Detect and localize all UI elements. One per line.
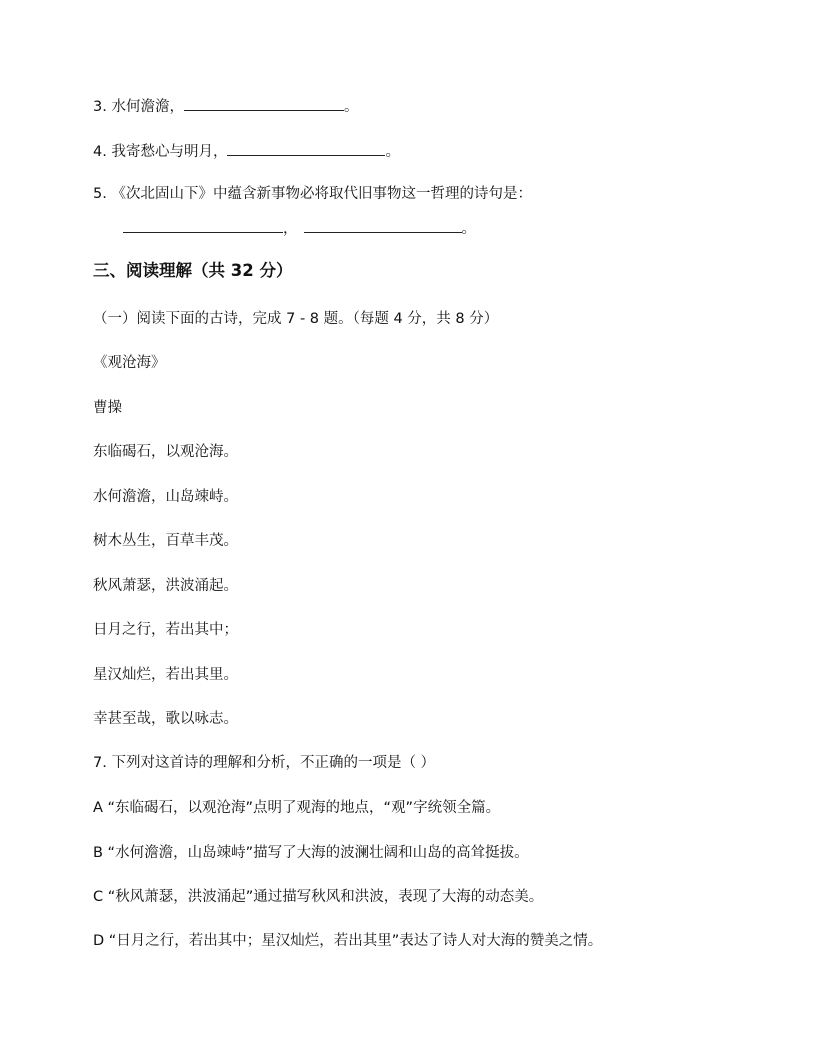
subsection-title: （一）阅读下面的古诗，完成 7 - 8 题。（每题 4 分，共 8 分）	[93, 311, 499, 327]
option-a[interactable]: A “东临碣石，以观沧海”点明了观海的地点，“观”字统领全篇。	[93, 800, 501, 816]
section-title: 三、阅读理解（共 32 分）	[93, 261, 293, 280]
fill-item-3	[93, 95, 358, 117]
answer-blank[interactable]	[304, 217, 462, 233]
fill-item-5-text: 5. 《次北固山下》中蕴含新事物必将取代旧事物这一哲理的诗句是：	[93, 186, 532, 202]
fill-item-3-text: 3. 水何澹澹，	[93, 99, 184, 115]
punctuation: 。	[343, 99, 359, 115]
poem-title: 《观沧海》	[93, 355, 166, 371]
option-d[interactable]: D “日月之行，若出其中；星汉灿烂，若出其里”表达了诗人对大海的赞美之情。	[93, 933, 603, 949]
poem-line: 幸甚至哉，歌以咏志。	[93, 711, 238, 727]
punctuation: ，	[283, 221, 298, 237]
punctuation: 。	[385, 144, 400, 160]
answer-blank[interactable]	[184, 95, 344, 111]
fill-item-5-answer-line	[123, 217, 476, 239]
poem-author: 曹操	[93, 400, 122, 416]
question-7-stem: 7. 下列对这首诗的理解和分析，不正确的一项是（ ）	[93, 755, 436, 771]
option-b[interactable]: B “水何澹澹，山岛竦峙”描写了大海的波澜壮阔和山岛的高耸挺拔。	[93, 845, 529, 861]
fill-item-4-text: 4. 我寄愁心与明月，	[93, 144, 228, 160]
poem-line: 日月之行，若出其中；	[93, 622, 238, 638]
punctuation: 。	[461, 221, 476, 237]
poem-line: 星汉灿烂，若出其里。	[93, 667, 238, 683]
answer-blank[interactable]	[123, 217, 283, 233]
poem-line: 秋风萧瑟，洪波涌起。	[93, 578, 238, 594]
fill-item-5	[93, 184, 532, 204]
answer-blank[interactable]	[227, 140, 385, 156]
poem-line: 东临碣石，以观沧海。	[93, 444, 238, 460]
poem-line: 水何澹澹，山岛竦峙。	[93, 489, 238, 505]
poem-line: 树木丛生，百草丰茂。	[93, 533, 238, 549]
option-c[interactable]: C “秋风萧瑟，洪波涌起”通过描写秋风和洪波，表现了大海的动态美。	[93, 889, 544, 905]
fill-item-4	[93, 140, 400, 162]
